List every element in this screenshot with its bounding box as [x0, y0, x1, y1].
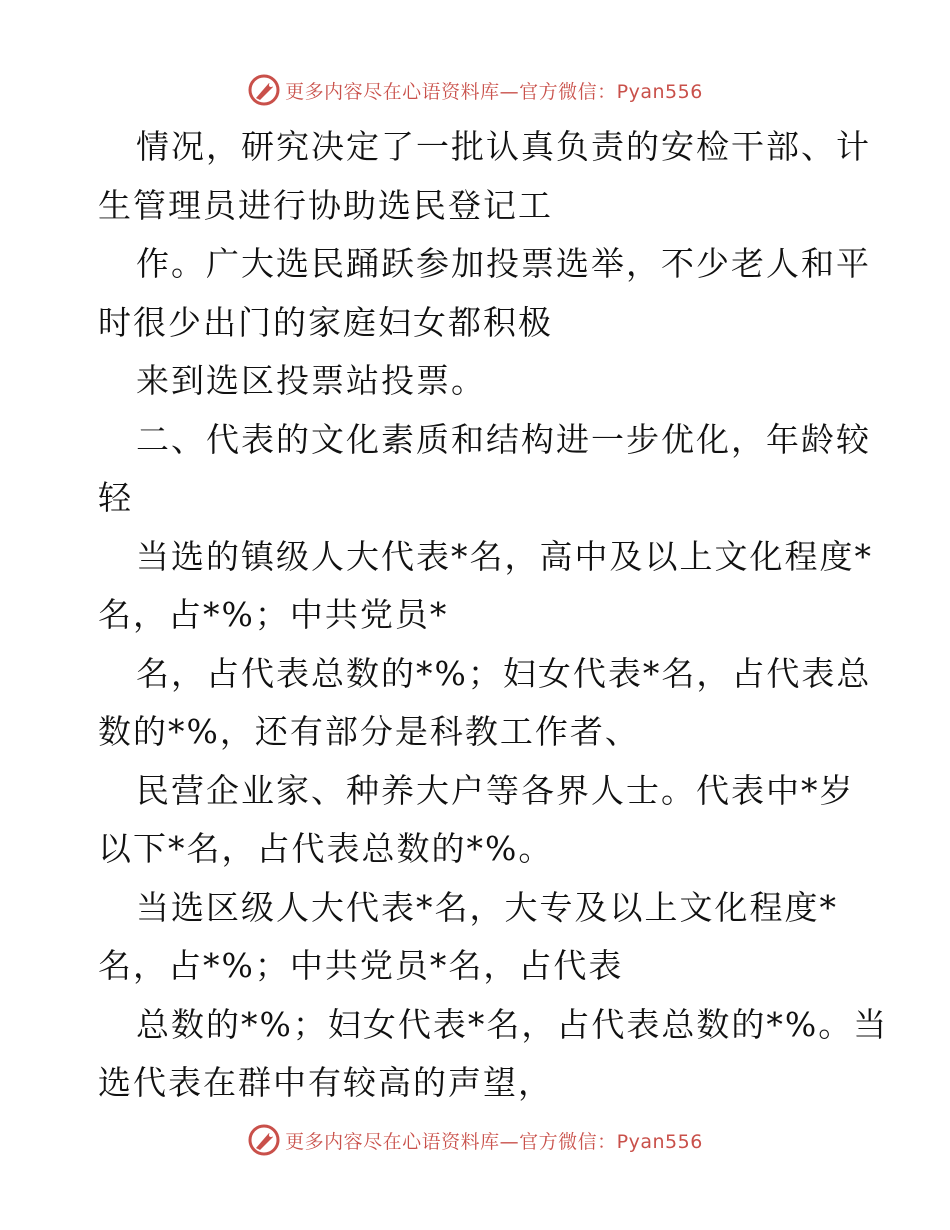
body-line: 二、代表的文化素质和结构进一步优化，年龄较 — [136, 419, 871, 459]
document-body — [98, 118, 889, 1113]
body-line: 生管理员进行协助选民登记工 — [98, 185, 553, 225]
body-line: 情况，研究决定了一批认真负责的安检干部、计 — [136, 127, 871, 166]
body-line: 轻 — [98, 478, 133, 517]
body-line: 名，占代表总数的*%；妇女代表*名，占代表总 — [136, 653, 872, 693]
body-line: 名，占*%；中共党员*名，占代表 — [98, 946, 624, 985]
body-line: 名，占*%；中共党员* — [98, 595, 449, 634]
body-line: 数的*%，还有部分是科教工作者、 — [98, 712, 640, 751]
body-line: 总数的*%；妇女代表*名，占代表总数的*%。当 — [136, 1004, 889, 1044]
body-line: 民营企业家、种养大户等各界人士。代表中*岁 — [136, 770, 855, 810]
header-banner — [0, 70, 950, 110]
pen-nib-logo-icon — [247, 1123, 281, 1157]
header-banner-text: 更多内容尽在心语资料库—官方微信：Pyan556 — [285, 80, 703, 103]
footer-banner-text: 更多内容尽在心语资料库—官方微信：Pyan556 — [285, 1130, 703, 1153]
body-line: 以下*名，占代表总数的*%。 — [98, 829, 554, 868]
body-line: 时很少出门的家庭妇女都积极 — [98, 302, 553, 342]
body-line: 当选的镇级人大代表*名，高中及以上文化程度* — [136, 536, 873, 576]
footer-banner — [0, 1120, 950, 1160]
body-line: 来到选区投票站投票。 — [136, 361, 486, 400]
pen-nib-logo-icon — [247, 73, 281, 107]
body-line: 作。广大选民踊跃参加投票选举，不少老人和平 — [136, 244, 871, 283]
body-line: 当选区级人大代表*名，大专及以上文化程度* — [136, 887, 838, 927]
body-line: 选代表在群中有较高的声望， — [98, 1063, 553, 1102]
